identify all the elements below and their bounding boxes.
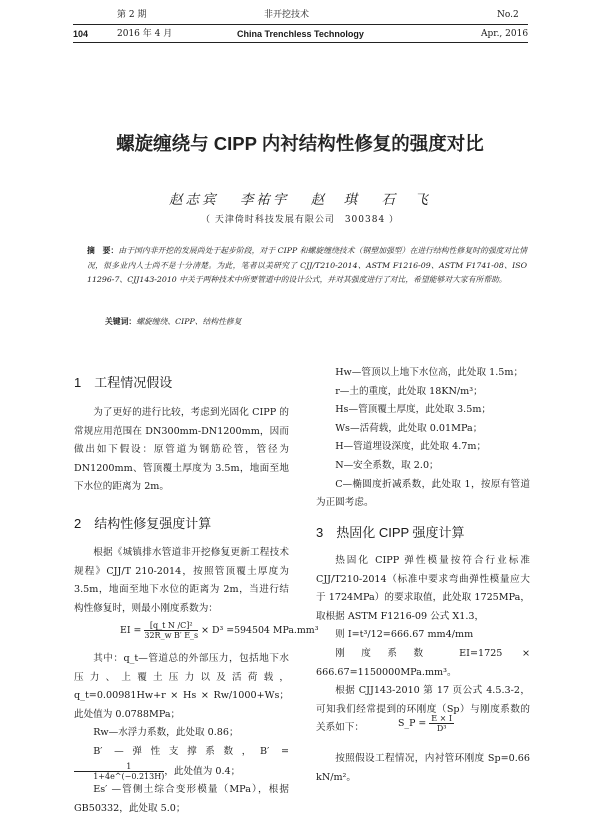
header-date-cn: 2016 年 4 月 bbox=[117, 29, 173, 39]
section-3-conclusion bbox=[316, 750, 530, 787]
definition-b-pre: B′ —弹性支撑系数，B′ = bbox=[93, 745, 289, 757]
formula-numerator: [q_t N /C]² bbox=[144, 621, 198, 631]
header-rule-bottom bbox=[73, 42, 528, 43]
affiliation: （ 天津倚时科技发展有限公司 300384 ） bbox=[200, 215, 400, 225]
paragraph: 按照假设工程情况，内衬管环刚度 Sp=0.66 kN/m²。 bbox=[316, 753, 530, 783]
article-title: 螺旋缠绕与 CIPP 内衬结构性修复的强度对比 bbox=[116, 133, 484, 154]
formula-lhs: S_P = bbox=[398, 718, 427, 729]
definition-b-post: ，此处值为 0.4； bbox=[164, 765, 241, 777]
header-journal-cn: 非开挖技术 bbox=[264, 10, 310, 20]
definition-item: r—土的重度，此处取 18KN/m³； bbox=[335, 385, 483, 397]
formula-denominator: D³ bbox=[436, 724, 447, 733]
definition-item: C—椭圆度折减系数，此处取 1，按原有管道为正圆考虑。 bbox=[316, 478, 530, 509]
formula-numerator: E × I bbox=[431, 714, 453, 723]
header-journal-en: China Trenchless Technology bbox=[237, 29, 364, 39]
abstract bbox=[87, 244, 527, 288]
formula-fraction bbox=[144, 621, 198, 640]
author-list bbox=[0, 188, 600, 208]
formula-denominator: 32R_w B′ E_s bbox=[144, 631, 199, 640]
author: 李祐宇 bbox=[239, 192, 290, 208]
section-1-body bbox=[74, 404, 289, 497]
definition-rw: Rw—水浮力系数，此处取 0.86； bbox=[93, 727, 239, 739]
section-3-heading: 3 热固化 CIPP 强度计算 bbox=[316, 525, 465, 540]
definition-item: Hs—管顶覆土厚度，此处取 3.5m； bbox=[335, 404, 492, 416]
formula-denominator: 1+4e^(−0.213H) bbox=[93, 771, 165, 781]
author: 赵 琪 bbox=[310, 192, 361, 208]
abstract-text: 由于国内非开挖的发展尚处于起步阶段，对于 CIPP 和螺旋缠绕技术（钢塑加强型）在进行结构性修复时的强度对比情况，很多业内人士尚不是十分清楚。为此，笔者以美研究了 CJJ/T210-2014、ASTM F1216-09、ASTM F1741-08、ISO 11296-7、CJJ143-2010 中关于两种技术中所要管道中的设计公式，并对其强度进行了对比，希望能够对大家有所帮助。 bbox=[87, 246, 527, 285]
formula-fraction bbox=[429, 714, 454, 733]
paragraph: 为了更好的进行比较，考虑到光固化 CIPP 的常规应用范围在 DN300mm-DN1200mm，因而做出如下假设：原管道为钢筋砼管，管径为 DN1200mm、管顶覆土厚度为 3.5m，地面至地下水位的距离为 2m。 bbox=[74, 407, 289, 493]
paragraph: 则 I=t³/12=666.67 mm4/mm bbox=[335, 629, 474, 641]
author: 石 飞 bbox=[381, 192, 431, 208]
definition-item: Hw—管顶以上地下水位高，此处取 1.5m； bbox=[335, 367, 524, 378]
author: 赵志宾 bbox=[169, 192, 219, 208]
formula-numerator: 1 bbox=[74, 762, 164, 772]
formula-fraction bbox=[74, 762, 164, 781]
header-issue-en: No.2 bbox=[497, 10, 519, 20]
definition-qt: 其中：q_t—管道总的外部压力，包括地下水压力、上覆土压力以及活荷载，q_t=0.00981Hw+r × Hs × Rw/1000+Ws；此处值为 0.0788MPa； bbox=[74, 653, 289, 720]
paragraph: 根据 CJJ143-2010 第 17 页公式 4.5.3-2，可知我们经常提到的环刚度（Sp）与刚度系数的关系如下： bbox=[316, 685, 530, 734]
page-number: 104 bbox=[73, 29, 89, 39]
section-3-body bbox=[316, 552, 530, 738]
definition-b bbox=[74, 743, 289, 781]
abstract-label: 摘 要： bbox=[87, 246, 119, 255]
header-issue-cn: 第 2 期 bbox=[117, 10, 147, 20]
formula-ring-stiffness bbox=[398, 714, 454, 733]
header-rule-top bbox=[73, 24, 528, 25]
keywords-label: 关键词： bbox=[105, 317, 137, 326]
formula-stiffness bbox=[120, 621, 318, 640]
definitions-left bbox=[74, 650, 289, 818]
paragraph: 热固化 CIPP 弹性模量按符合行业标准 CJJ/T210-2014（标准中要求弯曲弹性模量应大于 1724MPa）的要求取值，此处取 1725MPa，取根据 ASTM F1216-09 公式 X1.3， bbox=[316, 555, 530, 622]
definition-item: Ws—活荷载，此处取 0.01MPa； bbox=[335, 422, 483, 434]
definition-es: Es′ —管侧土综合变形模量（MPa），根据 GB50332，此处取 5.0； bbox=[74, 784, 289, 814]
section-2-heading: 2 结构性修复强度计算 bbox=[74, 516, 212, 531]
formula-lhs: EI = bbox=[120, 625, 142, 636]
definition-item: H—管道埋设深度，此处取 4.7m； bbox=[335, 441, 487, 453]
formula-rhs: × D³ =594504 MPa.mm³ bbox=[201, 625, 319, 636]
keywords bbox=[105, 316, 242, 327]
definitions-right bbox=[316, 364, 530, 513]
section-2-body bbox=[74, 544, 289, 618]
paragraph: 根据《城镇排水管道非开挖修复更新工程技术规程》CJJ/T 210-2014，按照管顶覆土厚度为 3.5m，地面至地下水位的距离为 2m，当进行结构性修复时，则最小刚度系数为： bbox=[74, 547, 289, 614]
section-1-heading: 1 工程情况假设 bbox=[74, 375, 173, 390]
keywords-text: 螺旋缠绕、CIPP、结构性修复 bbox=[136, 317, 242, 326]
definition-item: N—安全系数，取 2.0； bbox=[335, 459, 439, 471]
header-date-en: Apr., 2016 bbox=[481, 29, 529, 39]
paragraph: 刚度系数 EI=1725 × 666.67=1150000MPa.mm³。 bbox=[316, 647, 530, 678]
